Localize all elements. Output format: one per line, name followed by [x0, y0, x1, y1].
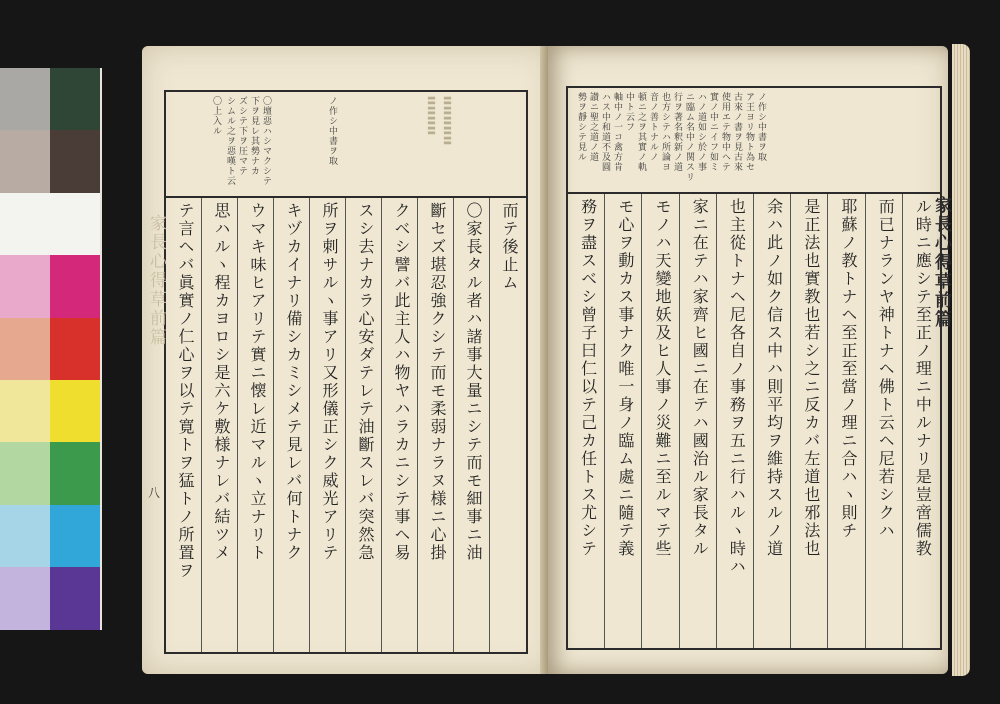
- headnote-left-2: 下ヲ見レ其勢ナカ: [249, 96, 259, 176]
- text-column: 家ニ在テハ家齊ヒ國ニ在テハ國治ル家長タル: [690, 198, 710, 558]
- headnote-right: 讃ニ聖之道ノ道: [588, 92, 598, 162]
- swatch: [0, 68, 50, 130]
- headnote-right: 古來ノ書ヲ見古來: [732, 92, 742, 172]
- text-column: 所ヲ刺サルヽ事アリ又形儀正シク威光アリテ: [320, 202, 339, 562]
- column-rule: [273, 198, 274, 652]
- text-column: 余ハ此ノ如ク信ス中ハ則平均ヲ維持スルノ道: [764, 198, 784, 558]
- running-title: 家長心得草前篇: [931, 196, 951, 329]
- swatch: [50, 505, 100, 567]
- headnote-right: 實ノ中ニイフ如ミ: [708, 92, 718, 172]
- headnote-faint-0: 〓〓〓〓: [425, 96, 435, 136]
- column-rule: [641, 194, 642, 648]
- text-column: 而テ後止ム: [500, 202, 519, 292]
- headnote-left-1: 〇壇惡ハシマクシテ: [261, 96, 271, 186]
- column-rule: [381, 198, 382, 652]
- swatch: [50, 193, 100, 255]
- headnote-left-4: シムル之ヲ惡嘆ト云: [225, 96, 235, 186]
- headnote-right: ニ臨ム名中ノ関スリ: [684, 92, 694, 182]
- color-checker: [0, 68, 102, 630]
- column-rule: [417, 198, 418, 652]
- swatch: [50, 380, 100, 442]
- text-column: キヅカイナリ備シカミシメテ見レバ何トナク: [284, 202, 303, 562]
- swatch: [0, 505, 50, 567]
- headnote-right: 行ヲ著名釈新ノ道: [672, 92, 682, 172]
- headnote-right: 軸中ノ一コ禽方肯: [612, 92, 622, 172]
- right-page: [548, 46, 951, 674]
- swatch: [0, 255, 50, 317]
- column-rule: [679, 194, 680, 648]
- headnote-left-0: ノ作シ中書ヲ取: [327, 96, 337, 166]
- ghost-title: 家長心得草前篇: [146, 214, 166, 347]
- swatch: [0, 442, 50, 504]
- headnote-right: ア王ヨリ物ト為セ: [744, 92, 754, 172]
- column-rule: [753, 194, 754, 648]
- right-text-frame: [566, 86, 942, 650]
- headnote-right: 也方シテハ所論ヨ: [660, 92, 670, 172]
- swatch: [0, 130, 50, 192]
- headnote-right: 使用エテ物中ヘテ: [720, 92, 730, 172]
- text-column: 思ハルヽ程カヨロシ是六ケ敷様ナレバ結ツメ: [212, 202, 231, 562]
- headnote-faint-1: 〓〓〓〓〓: [441, 96, 451, 146]
- column-rule: [345, 198, 346, 652]
- text-column: 斷セズ堪忍強クシテ而モ柔弱ナラヌ様ニ心掛: [428, 202, 447, 562]
- headnote-left-5: 〇上入ル: [211, 96, 221, 136]
- left-page: [142, 46, 552, 674]
- swatch: [50, 130, 100, 192]
- headnote-right: 頓ニ之ヲ其實ノ軌: [636, 92, 646, 172]
- text-column: 是正法也實教也若シ之ニ反カバ左道也邪法也: [801, 198, 821, 558]
- column-rule: [604, 194, 605, 648]
- column-rule: [489, 198, 490, 652]
- column-rule: [790, 194, 791, 648]
- swatch: [0, 567, 50, 629]
- left-body: [166, 198, 526, 652]
- swatch: [50, 567, 100, 629]
- headnote-right: ノ作シ中書ヲ取: [756, 92, 766, 162]
- right-body: [568, 194, 940, 648]
- text-column: モ心ヲ動カス事ナク唯一身ノ臨ム處ニ隨テ義: [615, 198, 635, 558]
- swatch: [0, 193, 50, 255]
- column-rule: [309, 198, 310, 652]
- text-column: ウマキ味ヒアリテ實ニ懐レ近マルヽ立ナリト: [248, 202, 267, 562]
- right-headnote: [568, 88, 940, 194]
- swatch: [50, 68, 100, 130]
- text-column: スシ去ナカラ心安ダテレテ油斷スレバ突然急: [356, 202, 375, 562]
- text-column: テ言ヘバ眞實ノ仁心ヲ以テ寛トヲ猛トノ所置ヲ: [176, 202, 195, 580]
- headnote-right: 中ト云フ: [624, 92, 634, 132]
- swatch: [0, 380, 50, 442]
- headnote-right: ハノ道如シ於ノ事: [696, 92, 706, 172]
- swatch: [50, 442, 100, 504]
- column-rule: [453, 198, 454, 652]
- open-book: [130, 36, 960, 676]
- page-number: 八: [148, 486, 161, 500]
- column-rule: [865, 194, 866, 648]
- column-rule: [902, 194, 903, 648]
- left-headnote: [166, 92, 526, 198]
- column-rule: [827, 194, 828, 648]
- text-column: クベシ譬バ此主人ハ物ヤハラカニシテ事ヘ易: [392, 202, 411, 562]
- text-column: 耶蘇ノ教トナヘ至正至當ノ理ニ合ハヽ則チ: [839, 198, 858, 540]
- headnote-right: 勢ヲ靜シテ見ル: [576, 92, 586, 162]
- swatch: [50, 255, 100, 317]
- text-column: 也主從トナヘ尼各自ノ事務ヲ五ニ行ハルヽ時ハ: [727, 198, 747, 576]
- column-rule: [237, 198, 238, 652]
- left-text-frame: [164, 90, 528, 654]
- page-edges: [952, 44, 970, 676]
- headnote-right: 音ノ善トナルノ: [648, 92, 658, 162]
- text-column: ル時ニ應シテ至正ノ理ニ中ルナリ是豈啻儒教: [913, 198, 933, 558]
- headnote-right: ハス中和道不及圓: [600, 92, 610, 172]
- swatch: [0, 318, 50, 380]
- column-rule: [201, 198, 202, 652]
- text-column: 務ヲ盡スベシ曾子曰仁以テ己カ任トス尤シテ: [578, 198, 598, 558]
- text-column: 而已ナランヤ神トナヘ佛ト云ヘ尼若シクハ: [876, 198, 896, 540]
- swatch: [50, 318, 100, 380]
- column-rule: [716, 194, 717, 648]
- headnote-left-3: ズシテ下ヲ圧マテ: [237, 96, 247, 176]
- text-column: モノハ天變地妖及ヒ人事ノ災難ニ至ルマテ些: [653, 198, 672, 558]
- text-column: 〇家長タル者ハ諸事大量ニシテ而モ細事ニ油: [464, 202, 483, 562]
